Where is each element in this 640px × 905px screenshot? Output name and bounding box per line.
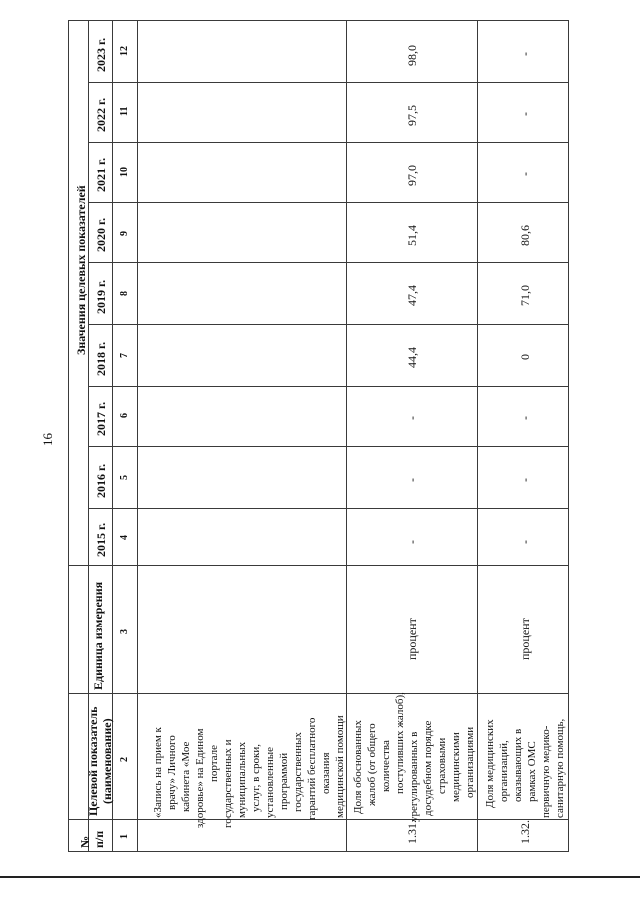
row-132-indicator-line-3: оказывающих в — [512, 728, 524, 802]
page-number: 16 — [40, 433, 55, 446]
col-index-8: 8 — [119, 291, 130, 296]
row-continued-indicator-line-6: государственных и — [222, 739, 234, 828]
row-131-2021: 97,0 — [405, 165, 419, 186]
col-index-6: 6 — [119, 413, 130, 418]
col-index-4: 4 — [119, 535, 130, 540]
row-132-2021: - — [518, 172, 532, 176]
year-2018: 2018 г. — [94, 341, 108, 376]
row-132-2020: 80,6 — [518, 225, 532, 246]
row-131-indicator-line-1: Доля обоснованных — [352, 720, 364, 814]
row-131-indicator-line-4: поступивших жалоб), — [394, 692, 406, 794]
row-continued-indicator-line-13: оказания — [320, 752, 332, 794]
col-index-3: 3 — [119, 629, 130, 634]
row-132-number: 1.32. — [518, 820, 532, 844]
year-2016: 2016 г. — [94, 463, 108, 498]
row-131-2023: 98,0 — [405, 45, 419, 66]
row-132-2015: - — [518, 540, 532, 544]
header-indicator: Целевой показатель — [86, 706, 100, 816]
col-index-12: 12 — [119, 46, 130, 56]
row-131-2020: 51,4 — [405, 225, 419, 246]
row-131-2017: - — [405, 416, 419, 420]
row-131-number: 1.31. — [405, 820, 419, 844]
row-continued-indicator-line-11: государственных — [292, 732, 304, 812]
row-132-2018: 0 — [518, 354, 532, 360]
row-131-indicator-line-3: количества — [380, 740, 392, 792]
row-131-2015: - — [405, 540, 419, 544]
header-indicator-sub: (наименование) — [100, 718, 114, 804]
row-continued-indicator-line-12: гарантий бесплатного — [306, 717, 318, 820]
row-132-indicator-line-1: Доля медицинских — [484, 719, 496, 808]
row-132-2022: - — [518, 112, 532, 116]
row-continued-indicator-line-5: портале — [208, 744, 220, 782]
row-continued-indicator-line-9: установленные — [264, 746, 276, 818]
row-131-indicator-line-9: организациями — [464, 726, 476, 798]
header-unit: Единица измерения — [91, 581, 105, 690]
row-132-indicator-line-4: рамках ОМС — [526, 741, 538, 802]
row-132-2017: - — [518, 416, 532, 420]
row-131-indicator-line-5: урегулированных в — [408, 731, 420, 822]
col-index-10: 10 — [119, 167, 130, 177]
row-131-2019: 47,4 — [405, 285, 419, 306]
row-131-2022: 97,5 — [405, 105, 419, 126]
col-index-11: 11 — [119, 106, 130, 116]
year-2020: 2020 г. — [94, 217, 108, 252]
row-131-2018: 44,4 — [405, 347, 419, 368]
col-index-5: 5 — [119, 475, 130, 480]
row-131-indicator-line-8: медицинскими — [450, 732, 462, 802]
row-131-indicator-line-7: страховыми — [436, 737, 448, 794]
col-index-2: 2 — [119, 757, 130, 762]
row-131-indicator-line-2: жалоб (от общего — [366, 723, 378, 806]
row-132-indicator-line-5: первичную медико- — [540, 725, 552, 818]
header-target-values: Значения целевых показателей — [74, 185, 88, 355]
year-2017: 2017 г. — [94, 401, 108, 436]
row-continued-indicator-line-3: кабинета «Мое — [180, 741, 192, 812]
col-index-9: 9 — [119, 231, 130, 236]
year-2019: 2019 г. — [94, 279, 108, 314]
header-number: № — [78, 835, 92, 848]
col-index-7: 7 — [119, 353, 130, 358]
row-131-indicator-line-6: досудебном порядке — [422, 720, 434, 816]
row-continued-indicator-line-1: «Запись на прием к — [152, 727, 164, 818]
row-132-2019: 71,0 — [518, 285, 532, 306]
row-continued-indicator-line-4: здоровье» на Едином — [194, 728, 206, 828]
row-continued-indicator-line-7: муниципальных — [236, 741, 248, 818]
year-2023: 2023 г. — [94, 37, 108, 72]
row-132-indicator-line-2: организаций, — [498, 740, 510, 802]
year-2022: 2022 г. — [94, 97, 108, 132]
header-number-sub: п/п — [92, 830, 106, 848]
row-132-unit: процент — [518, 618, 532, 660]
year-2021: 2021 г. — [94, 157, 108, 192]
row-132-2016: - — [518, 478, 532, 482]
row-continued-indicator-line-14: медицинской помощи — [334, 715, 346, 818]
row-continued-indicator-line-2: врачу» Личного — [166, 735, 178, 810]
year-2015: 2015 г. — [94, 522, 108, 557]
row-132-2023: - — [518, 52, 532, 56]
col-index-1: 1 — [119, 834, 130, 839]
row-continued-indicator-line-10: программой — [278, 752, 290, 810]
page-bottom-rule — [0, 876, 640, 878]
row-132-indicator-line-6: санитарную помощь, — [554, 718, 566, 818]
row-131-unit: процент — [405, 618, 419, 660]
row-continued-indicator-line-8: услуг, в сроки, — [250, 744, 262, 812]
row-131-2016: - — [405, 478, 419, 482]
